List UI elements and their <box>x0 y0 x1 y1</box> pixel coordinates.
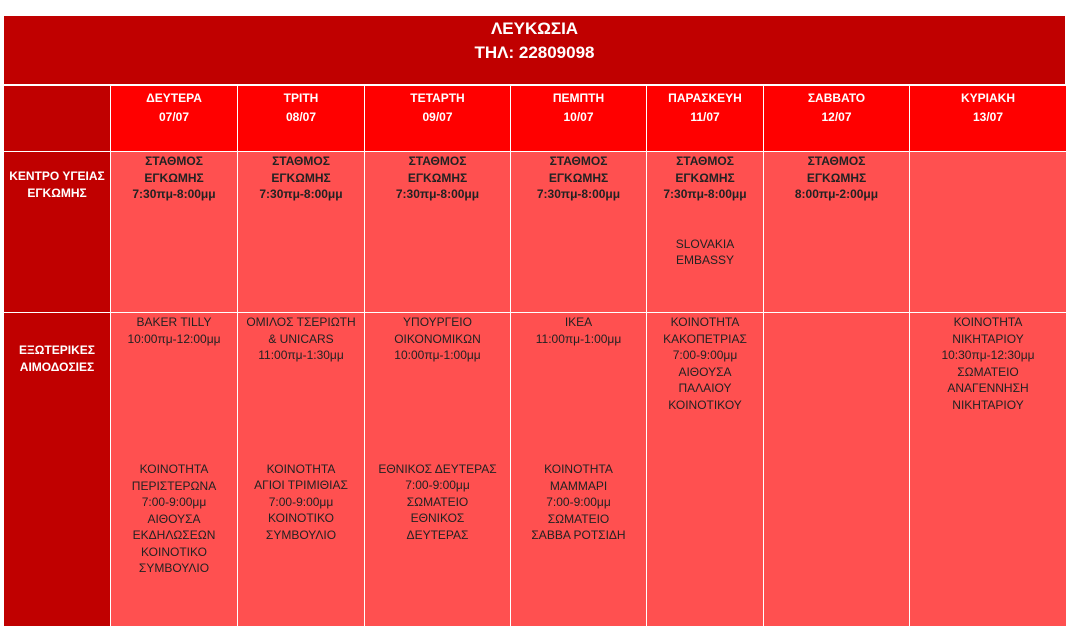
slot-saturday-external <box>764 313 910 627</box>
slot-tuesday-external <box>238 313 365 627</box>
slot-text: ΕΓΚΩΜΗΣ <box>548 170 609 185</box>
city-title: ΛΕΥΚΩΣΙΑ <box>490 19 579 38</box>
slot-wednesday-health <box>365 152 511 313</box>
slot-text: ΚΟΙΝΟΤΗΤΑ <box>139 462 209 476</box>
slot-text: ΚΑΚΟΠΕΤΡΙΑΣ <box>663 331 747 346</box>
slot-text: ΕΓΚΩΜΗΣ <box>806 170 867 185</box>
day-date: 12/07 <box>821 110 852 124</box>
day-header-row <box>4 86 1067 152</box>
slot-text: ΙΚΕΑ <box>564 315 593 329</box>
slot-time: 10:30πμ-12:30μμ <box>941 348 1035 362</box>
slot-text: ΑΙΘΟΥΣΑ <box>147 511 201 526</box>
row-label-line: ΕΞΩΤΕΡΙΚΕΣ <box>19 343 95 357</box>
slot-text: ΣΤΑΘΜΟΣ <box>408 154 467 168</box>
slot-time: 7:30πμ-8:00μμ <box>259 187 343 201</box>
slot-text: ΣΩΜΑΤΕΙΟ <box>406 494 469 509</box>
slot-time: 10:00πμ-12:00μμ <box>127 331 221 346</box>
slot-text: ΕΓΚΩΜΗΣ <box>675 170 735 185</box>
day-header-thursday <box>511 86 647 152</box>
slot-text: ΚΟΙΝΟΤΗΤΑ <box>953 315 1023 329</box>
slot-text: ΣΤΑΘΜΟΣ <box>807 154 866 168</box>
row-label-external <box>4 313 111 627</box>
slot-text: ΟΜΙΛΟΣ ΤΣΕΡΙΩΤΗ <box>246 315 356 329</box>
slot-text: ΕΘΝΙΚΟΣ <box>410 511 465 525</box>
day-date: 09/07 <box>422 110 453 124</box>
slot-text: ΣΤΑΘΜΟΣ <box>272 154 330 168</box>
slot-text: ΠΑΛΑΙΟΥ <box>678 381 732 395</box>
external-donations-row <box>4 313 1067 627</box>
slot-text: ΠΕΡΙΣΤΕΡΩΝΑ <box>131 478 217 493</box>
slot-time: 10:00πμ-1:00μμ <box>394 348 481 362</box>
slot-tuesday-health <box>238 152 365 313</box>
slot-text: ΣΥΜΒΟΥΛΙΟ <box>265 527 337 542</box>
slot-text: & UNICARS <box>268 331 334 346</box>
slot-text: ΜΑΜΜΑΡΙ <box>549 478 608 493</box>
day-header-sunday <box>910 86 1067 152</box>
row-label-health-center <box>4 152 111 313</box>
slot-sunday-health <box>910 152 1067 313</box>
day-name: ΔΕΥΤΕΡΑ <box>146 91 202 105</box>
slot-text: ΣΑΒΒΑ ΡΟΤΣΙΔΗ <box>531 528 626 542</box>
slot-time: 7:00-9:00μμ <box>268 494 334 509</box>
day-date: 13/07 <box>972 110 1004 124</box>
slot-text: ΚΟΙΝΟΤΙΚΟ <box>141 544 207 559</box>
slot-time: 7:30πμ-8:00μμ <box>395 187 480 201</box>
schedule-table <box>3 85 1067 627</box>
slot-monday-external <box>111 313 238 627</box>
slot-text: ΚΟΙΝΟΤΗΤΑ <box>670 315 740 329</box>
day-date: 10/07 <box>563 110 594 124</box>
slot-text: ΣΤΑΘΜΟΣ <box>549 154 608 168</box>
slot-thursday-external <box>511 313 647 627</box>
slot-text: ΣΤΑΘΜΟΣ <box>145 154 203 168</box>
day-name: ΠΑΡΑΣΚΕΥΗ <box>668 91 742 105</box>
slot-text: ΣΩΜΑΤΕΙΟ <box>547 511 610 526</box>
slot-text: ΚΟΙΝΟΤΙΚΟ <box>268 511 334 525</box>
corner-cell <box>4 86 111 152</box>
slot-monday-health <box>111 152 238 313</box>
slot-text: ΟΙΚΟΝΟΜΙΚΩΝ <box>394 331 481 346</box>
slot-text: ΝΙΚΗΤΑΡΙΟΥ <box>952 397 1024 412</box>
slot-text: ΝΙΚΗΤΑΡΙΟΥ <box>952 331 1024 346</box>
day-name: ΤΕΤΑΡΤΗ <box>410 91 465 105</box>
slot-text: SLOVAKIA <box>675 236 735 251</box>
row-label-line: ΑΙΜΟΔΟΣΙΕΣ <box>19 359 95 374</box>
slot-time: 7:30πμ-8:00μμ <box>663 187 747 201</box>
slot-text: ΣΩΜΑΤΕΙΟ <box>957 364 1019 379</box>
slot-text: ΣΥΜΒΟΥΛΙΟ <box>138 561 210 575</box>
slot-text: ΣΤΑΘΜΟΣ <box>676 154 734 168</box>
slot-time: 8:00πμ-2:00μμ <box>794 187 879 201</box>
day-date: 08/07 <box>285 110 317 124</box>
slot-sunday-external <box>910 313 1067 627</box>
slot-time: 7:30πμ-8:00μμ <box>536 187 621 201</box>
slot-time: 7:00-9:00μμ <box>546 495 611 509</box>
slot-time: 7:00-9:00μμ <box>405 478 470 492</box>
slot-text: ΥΠΟΥΡΓΕΙΟ <box>403 315 472 329</box>
health-center-row <box>4 152 1067 313</box>
day-header-tuesday <box>238 86 365 152</box>
phone-number: ΤΗΛ: 22809098 <box>474 43 595 62</box>
schedule-poster <box>3 15 1066 627</box>
slot-text: EMBASSY <box>675 253 735 267</box>
day-date: 07/07 <box>158 110 190 124</box>
slot-time: 11:00πμ-1:30μμ <box>258 348 344 362</box>
slot-text: ΚΟΙΝΟΤΙΚΟΥ <box>668 397 742 412</box>
slot-time: 11:00πμ-1:00μμ <box>535 331 622 346</box>
slot-text: BAKER TILLY <box>136 315 212 329</box>
day-header-friday <box>647 86 764 152</box>
day-name: ΣΑΒΒΑΤΟ <box>807 91 866 105</box>
slot-time: 7:00-9:00μμ <box>672 348 738 362</box>
day-header-wednesday <box>365 86 511 152</box>
day-header-monday <box>111 86 238 152</box>
slot-text: ΕΓΚΩΜΗΣ <box>407 170 468 185</box>
slot-wednesday-external <box>365 313 511 627</box>
slot-text: ΑΙΘΟΥΣΑ <box>678 364 732 379</box>
slot-saturday-health <box>764 152 910 313</box>
slot-text: ΕΓΚΩΜΗΣ <box>271 170 331 185</box>
slot-friday-external <box>647 313 764 627</box>
day-date: 11/07 <box>690 110 720 124</box>
day-name: ΤΡΙΤΗ <box>283 91 319 105</box>
day-header-saturday <box>764 86 910 152</box>
slot-text: ΚΟΙΝΟΤΗΤΑ <box>544 462 613 476</box>
slot-time: 7:00-9:00μμ <box>141 495 207 509</box>
slot-text: ΑΝΑΓΕΝΝΗΣΗ <box>947 381 1029 395</box>
slot-text: ΕΓΚΩΜΗΣ <box>144 170 204 185</box>
slot-text: ΕΚΔΗΛΩΣΕΩΝ <box>132 528 216 542</box>
slot-friday-health <box>647 152 764 313</box>
slot-text: ΔΕΥΤΕΡΑΣ <box>406 527 469 542</box>
slot-text: ΑΓΙΟΙ ΤΡΙΜΙΘΙΑΣ <box>254 478 348 492</box>
slot-time: 7:30πμ-8:00μμ <box>132 187 216 201</box>
row-label-line: ΕΓΚΩΜΗΣ <box>27 185 87 200</box>
day-name: ΚΥΡΙΑΚΗ <box>960 91 1015 105</box>
slot-thursday-health <box>511 152 647 313</box>
slot-text: ΚΟΙΝΟΤΗΤΑ <box>266 461 336 476</box>
slot-text: ΕΘΝΙΚΟΣ ΔΕΥΤΕΡΑΣ <box>378 461 497 476</box>
day-name: ΠΕΜΠΤΗ <box>552 91 605 105</box>
row-label-line: ΚΕΝΤΡΟ ΥΓΕΙΑΣ <box>9 169 105 183</box>
header-banner <box>3 15 1066 85</box>
